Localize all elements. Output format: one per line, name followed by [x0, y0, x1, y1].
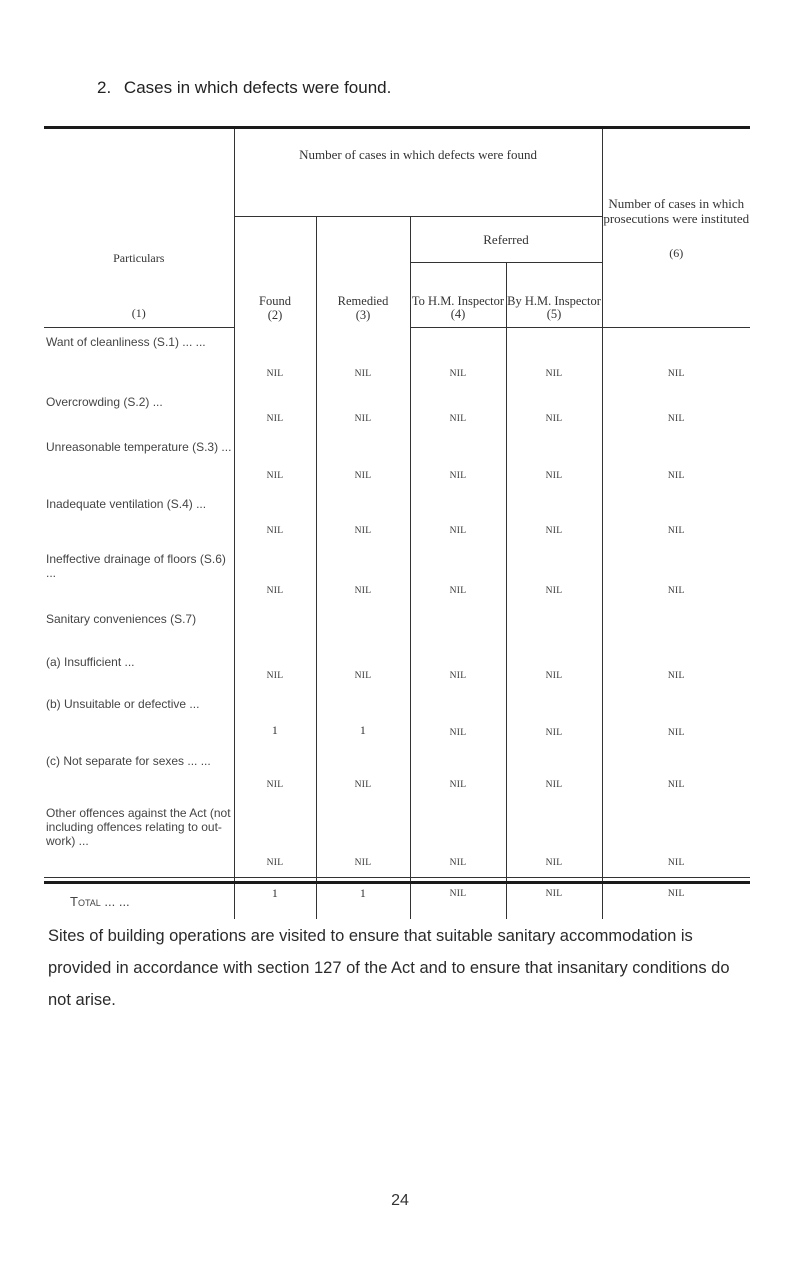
section-number: 2. [97, 78, 112, 97]
row-value: NIL [506, 799, 602, 878]
row-value: NIL [234, 433, 316, 490]
row-value: NIL [506, 433, 602, 490]
row-value: NIL [234, 799, 316, 878]
prosecutions-label: Number of cases in which prosecutions were instituted [603, 195, 750, 226]
table-row [44, 747, 750, 799]
row-value: NIL [602, 799, 750, 878]
row-value: NIL [234, 648, 316, 690]
found-label: Found [259, 293, 291, 308]
row-value: NIL [234, 545, 316, 605]
body-paragraph: Sites of building operations are visited to ensure that suitable sanitary accommodation is provided in accordance with section 127 of the Act and to ensure that insanitary conditions do not arise. [48, 927, 730, 1009]
table-row [44, 605, 750, 648]
row-value: NIL [316, 747, 410, 799]
row-value: NIL [316, 545, 410, 605]
row-label: Ineffective drainage of floors (S.6) ... [44, 545, 234, 605]
row-value: NIL [316, 433, 410, 490]
prosecutions-col-number: (6) [669, 245, 684, 260]
row-label: Overcrowding (S.2) ... [44, 388, 234, 433]
by-hm-label: By H.M. Inspector [507, 294, 601, 308]
row-value: NIL [234, 388, 316, 433]
remedied-header [316, 217, 410, 328]
row-value: NIL [316, 648, 410, 690]
row-label: Other offences against the Act (not including offences relating to out-work) ... [44, 799, 234, 878]
row-value: NIL [667, 670, 685, 681]
row-value: NIL [410, 388, 506, 433]
total-value: NIL [506, 878, 602, 919]
by-hm-col-number: (5) [546, 307, 562, 321]
row-value: NIL [410, 433, 506, 490]
row-value: 1 [316, 690, 410, 747]
row-value: NIL [316, 328, 410, 388]
row-value [602, 605, 750, 648]
by-hm-inspector-header [506, 263, 602, 328]
row-value: NIL [506, 747, 602, 799]
total-label: Total ... ... [70, 893, 130, 909]
row-label: Want of cleanliness (S.1) ... ... [44, 328, 234, 388]
row-value: NIL [410, 648, 506, 690]
row-value [410, 605, 506, 648]
table-row [44, 490, 750, 545]
row-value [234, 605, 316, 648]
row-value: NIL [667, 470, 685, 481]
table-body [44, 328, 750, 919]
particulars-col-number: (1) [131, 306, 146, 320]
row-value: NIL [316, 490, 410, 545]
section-heading [97, 78, 391, 98]
row-value: NIL [506, 690, 602, 747]
row-value: NIL [410, 490, 506, 545]
row-value [316, 605, 410, 648]
row-value: NIL [234, 490, 316, 545]
row-value: NIL [667, 585, 685, 596]
total-value: NIL [410, 878, 506, 919]
row-label: (b) Unsuitable or defective ... [44, 690, 234, 747]
found-col-number: (2) [267, 307, 283, 322]
row-value: NIL [506, 388, 602, 433]
row-value: NIL [410, 545, 506, 605]
row-label: (a) Insufficient ... [44, 648, 234, 690]
row-label: Unreasonable temperature (S.3) ... [44, 433, 234, 490]
referred-header: Referred [410, 217, 602, 263]
row-value: NIL [410, 328, 506, 388]
total-value: NIL [667, 888, 685, 899]
table-row [44, 328, 750, 388]
row-value: NIL [667, 727, 685, 738]
row-value: NIL [667, 368, 685, 379]
table-row [44, 545, 750, 605]
row-value: NIL [667, 525, 685, 536]
particulars-label: Particulars [113, 251, 165, 265]
table-row [44, 690, 750, 747]
table-bottom-rule [44, 881, 750, 884]
page-number: 24 [391, 1192, 409, 1209]
row-value: NIL [506, 648, 602, 690]
particulars-header [44, 129, 234, 328]
total-value: 1 [316, 878, 410, 919]
section-title: Cases in which defects were found. [123, 78, 392, 97]
row-value: NIL [316, 799, 410, 878]
prosecutions-header [602, 129, 750, 328]
to-hm-label: To H.M. Inspector [411, 294, 505, 308]
row-value: NIL [316, 388, 410, 433]
row-value: NIL [410, 747, 506, 799]
found-header [234, 217, 316, 328]
row-value: NIL [506, 328, 602, 388]
row-label: Inadequate ventilation (S.4) ... [44, 490, 234, 545]
remedied-label: Remedied [337, 293, 389, 308]
row-value: NIL [667, 779, 685, 790]
table-row [44, 648, 750, 690]
group-header: Number of cases in which defects were found [234, 129, 602, 217]
row-value: NIL [667, 413, 685, 424]
to-hm-col-number: (4) [450, 307, 466, 321]
row-value: NIL [234, 747, 316, 799]
row-label: Sanitary conveniences (S.7) [44, 605, 234, 648]
row-value: NIL [234, 328, 316, 388]
table-row [44, 388, 750, 433]
row-label: (c) Not separate for sexes ... ... [44, 747, 234, 799]
total-value: 1 [234, 878, 316, 919]
table-row [44, 433, 750, 490]
row-value: NIL [506, 490, 602, 545]
row-value: NIL [410, 690, 506, 747]
defects-table [44, 129, 750, 919]
row-value: 1 [234, 690, 316, 747]
row-value: NIL [506, 545, 602, 605]
row-value [506, 605, 602, 648]
table-row [44, 799, 750, 878]
row-value: NIL [410, 799, 506, 878]
remedied-col-number: (3) [355, 307, 371, 322]
to-hm-inspector-header [410, 263, 506, 328]
